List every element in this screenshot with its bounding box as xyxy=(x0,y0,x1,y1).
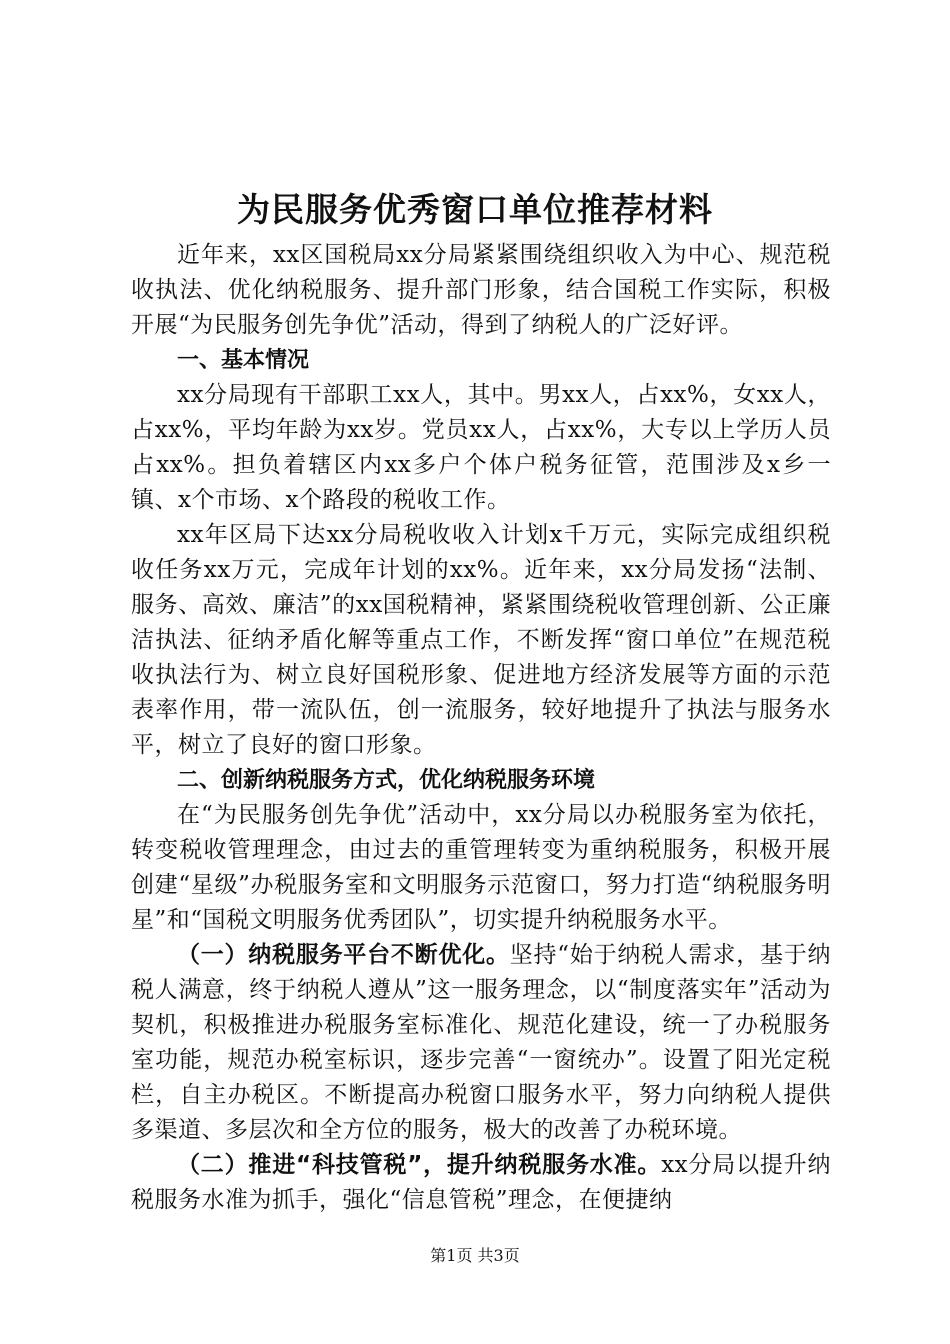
subsection-technology-paragraph xyxy=(131,1148,831,1218)
subsection-technology-text: xx分局以提升纳税服务水准为抓手，强化“信息管税”理念，在便捷纳 xyxy=(131,1152,831,1213)
subsection-technology-lead: （二）推进“科技管税”，提升纳税服务水准。 xyxy=(177,1152,662,1178)
document-body xyxy=(131,238,831,1218)
page-footer: 第1页 共3页 xyxy=(430,1246,520,1265)
subsection-platform-lead: （一）纳税服务平台不断优化。 xyxy=(177,942,510,968)
intro-paragraph: 近年来，xx区国税局xx分局紧紧围绕组织收入为中心、规范税收执法、优化纳税服务、提升部门形象，结合国税工作实际，积极开展“为民服务创先争优”活动，得到了纳税人的广泛好评。 xyxy=(131,242,831,338)
subsection-platform-paragraph xyxy=(131,938,831,1148)
subsection-platform-text: 坚持“始于纳税人需求，基于纳税人满意，终于纳税人遵从”这一服务理念，以“制度落实年”活动为契机，积极推进办税服务室标准化、规范化建设，统一了办税服务室功能，规范办税室标识，逐步完善“一窗统办”。设置了阳光定税栏，自主办税区。不断提高办税窗口服务水平，努力向纳税人提供多渠道、多层次和全方位的服务，极大的改善了办税环境。 xyxy=(131,942,832,1143)
section-heading-basic: 一、基本情况 xyxy=(177,348,310,373)
basic-tax-paragraph: xx年区局下达xx分局税收收入计划x千万元，实际完成组织税收任务xx万元，完成年计划的xx%。近年来，xx分局发扬“法制、服务、高效、廉洁”的xx国税精神，紧紧围绕税收管理创新、公正廉洁执法、征纳矛盾化解等重点工作，不断发挥“窗口单位”在规范税收执法行为、树立良好国税形象、促进地方经济发展等方面的示范表率作用，带一流队伍，创一流服务，较好地提升了执法与服务水平，树立了良好的窗口形象。 xyxy=(131,522,831,758)
service-intro-paragraph: 在“为民服务创先争优”活动中，xx分局以办税服务室为依托，转变税收管理理念，由过去的重管理转变为重纳税服务，积极开展创建“星级”办税服务室和文明服务示范窗口，努力打造“纳税服务明星”和“国税文明服务优秀团队”，切实提升纳税服务水平。 xyxy=(131,802,831,933)
section-heading-service: 二、创新纳税服务方式，优化纳税服务环境 xyxy=(177,768,596,793)
document-title: 为民服务优秀窗口单位推荐材料 xyxy=(237,190,713,229)
basic-staff-paragraph: xx分局现有干部职工xx人，其中。男xx人，占xx%，女xx人，占xx%，平均年龄为xx岁。党员xx人，占xx%，大专以上学历人员占xx%。担负着辖区内xx多户个体户税务征管，范围涉及x乡一镇、x个市场、x个路段的税收工作。 xyxy=(131,382,831,513)
